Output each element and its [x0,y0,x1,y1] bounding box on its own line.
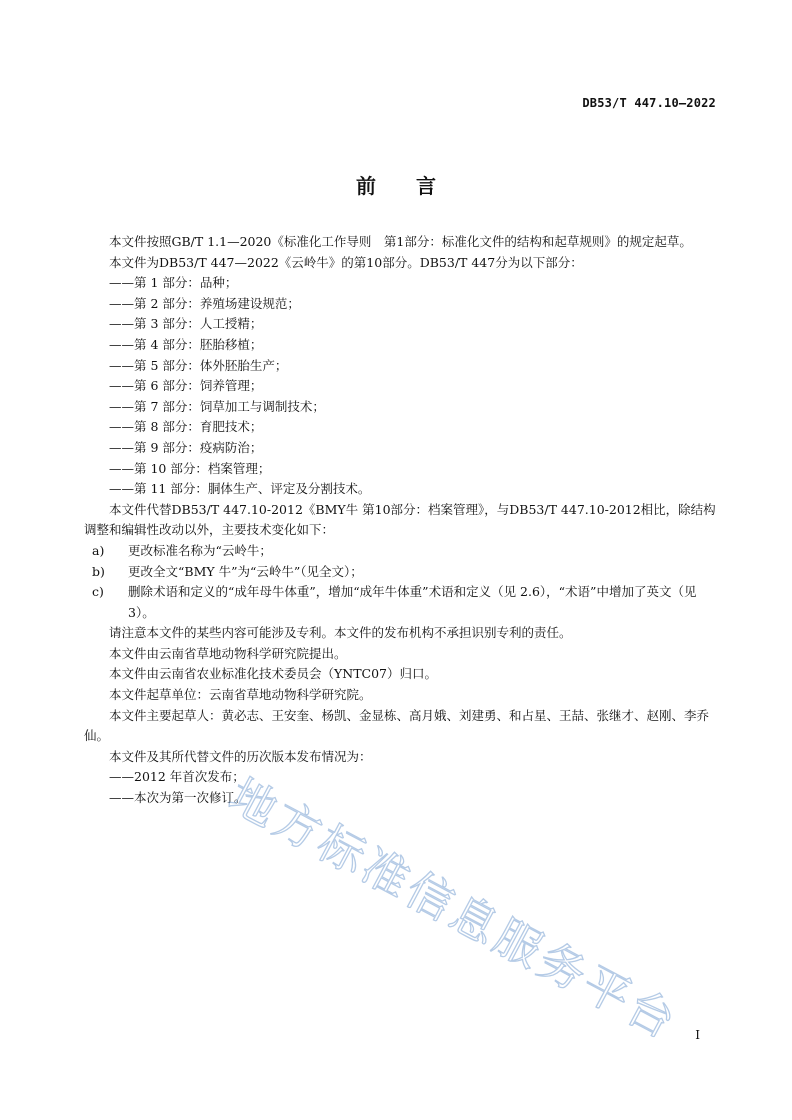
part-item: ——第 3 部分：人工授精； [109,316,263,332]
document-body [84,232,716,809]
change-text: 更改标准名称为“云岭牛； [128,542,272,558]
change-marker: a) [92,542,105,558]
change-text: 更改全文“BMY 牛”为“云岭牛”（见全文）； [128,563,363,579]
paragraph-part-intro: 本文件为DB53/T 447—2022《云岭牛》的第10部分。DB53/T 447分为以下部分： [109,254,583,270]
watermark: 地方标准信息服务平台 [220,767,688,1051]
change-text: 删除术语和定义的“成年母牛体重”，增加“成年牛体重”术语和定义（见 2.6），“术语”中增加了英文（见 3）。 [128,584,697,620]
change-item [84,541,716,562]
part-item: ——第 1 部分：品种； [109,275,238,291]
change-item [84,582,716,623]
change-marker: c) [92,584,104,600]
part-item: ——第 4 部分：胚胎移植； [109,336,263,352]
paragraph-committee: 本文件由云南省农业标准化技术委员会（YNTC07）归口。 [109,666,437,682]
document-code: DB53/T 447.10—2022 [582,96,716,110]
paragraph-drafting-rule: 本文件按照GB/T 1.1—2020《标准化工作导则 第1部分：标准化文件的结构和起草规则》的规定起草。 [109,234,692,249]
page-number: I [695,1028,700,1042]
part-item: ——第 5 部分：体外胚胎生产； [109,357,288,373]
paragraph-patent-notice: 请注意本文件的某些内容可能涉及专利。本文件的发布机构不承担识别专利的责任。 [109,625,572,641]
part-item: ——第 11 部分：胴体生产、评定及分割技术。 [109,481,371,497]
part-item: ——第 10 部分：档案管理； [109,460,271,476]
paragraph-drafting-unit: 本文件起草单位：云南省草地动物科学研究院。 [109,687,372,703]
paragraph-replacement: 本文件代替DB53/T 447.10-2012《BMY牛 第10部分：档案管理》，与DB53/T 447.10-2012相比，除结构调整和编辑性改动以外，主要技术变化如下： [84,501,716,538]
change-item [84,562,716,583]
part-item: ——第 7 部分：饲草加工与调制技术； [109,398,325,414]
part-item: ——第 6 部分：饲养管理； [109,378,263,394]
paragraph-version-history: 本文件及其所代替文件的历次版本发布情况为： [109,748,372,764]
part-item: ——第 8 部分：育肥技术； [109,419,263,435]
part-item: ——第 2 部分：养殖场建设规范； [109,295,300,311]
history-item: ——2012 年首次发布； [109,769,245,785]
paragraph-drafters: 本文件主要起草人：黄必志、王安奎、杨凯、金显栋、高月娥、刘建勇、和占星、王喆、张继才、赵刚、李乔仙。 [84,707,710,744]
history-item: ——本次为第一次修订。 [109,790,247,806]
page-title: 前言 [356,174,476,198]
paragraph-proposer: 本文件由云南省草地动物科学研究院提出。 [109,645,347,661]
part-item: ——第 9 部分：疫病防治； [109,439,263,455]
change-marker: b) [92,563,105,579]
